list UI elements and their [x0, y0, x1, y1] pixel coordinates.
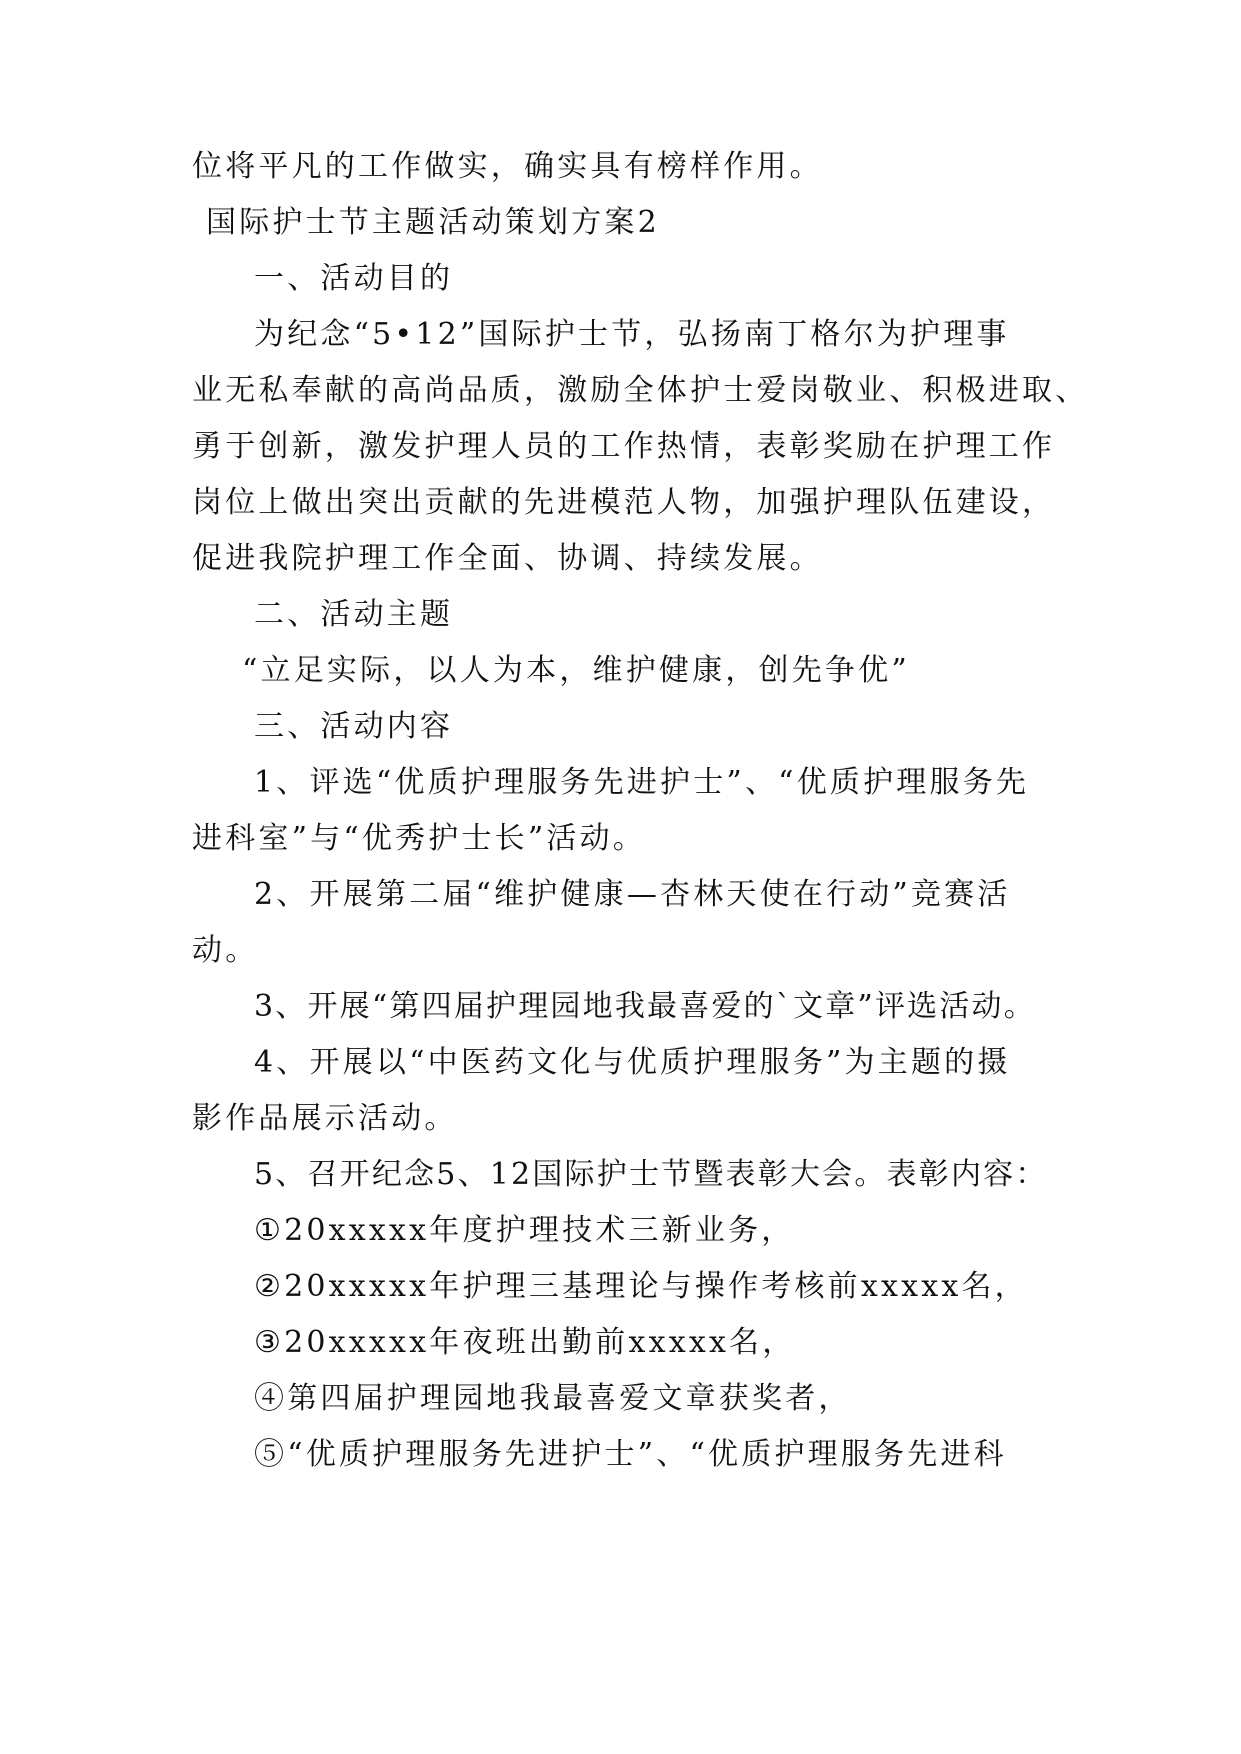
list-item: ③20xxxxx年夜班出勤前xxxxx名，	[254, 1325, 796, 1360]
text-line: 为纪念“5•12”国际护士节，弘扬南丁格尔为护理事	[254, 317, 1010, 352]
list-item: 1、评选“优质护理服务先进护士”、“优质护理服务先	[254, 765, 1030, 800]
list-item: 2、开展第二届“维护健康—杏林天使在行动”竞赛活	[254, 877, 1011, 912]
section-title: 国际护士节主题活动策划方案2	[206, 205, 660, 240]
text-line: “立足实际，以人为本，维护健康，创先争优”	[242, 653, 910, 688]
text-line: 勇于创新，激发护理人员的工作热情，表彰奖励在护理工作	[192, 429, 1056, 464]
text-line: 业无私奉献的高尚品质，激励全体护士爱岗敬业、积极进取、	[192, 373, 1089, 408]
text-line: 影作品展示活动。	[192, 1101, 458, 1136]
text-line: 进科室”与“优秀护士长”活动。	[192, 821, 647, 856]
text-line: 位将平凡的工作做实，确实具有榜样作用。	[192, 149, 823, 184]
list-item: 3、开展“第四届护理园地我最喜爱的`文章”评选活动。	[254, 989, 1036, 1024]
list-item: ②20xxxxx年护理三基理论与操作考核前xxxxx名，	[254, 1269, 1028, 1304]
list-item: 5、召开纪念5、12国际护士节暨表彰大会。表彰内容：	[254, 1157, 1048, 1192]
text-line: 动。	[192, 933, 259, 968]
text-line: 岗位上做出突出贡献的先进模范人物，加强护理队伍建设，	[192, 485, 1056, 520]
heading: 一、活动目的	[254, 261, 454, 296]
heading: 三、活动内容	[254, 709, 454, 744]
list-item: ①20xxxxx年度护理技术三新业务，	[254, 1213, 795, 1248]
list-item: ④第四届护理园地我最喜爱文章获奖者，	[254, 1381, 852, 1416]
list-item: 4、开展以“中医药文化与优质护理服务”为主题的摄	[254, 1045, 1011, 1080]
text-line: 促进我院护理工作全面、协调、持续发展。	[192, 541, 823, 576]
list-item: ⑤“优质护理服务先进护士”、“优质护理服务先进科	[254, 1437, 1007, 1472]
heading: 二、活动主题	[254, 597, 454, 632]
